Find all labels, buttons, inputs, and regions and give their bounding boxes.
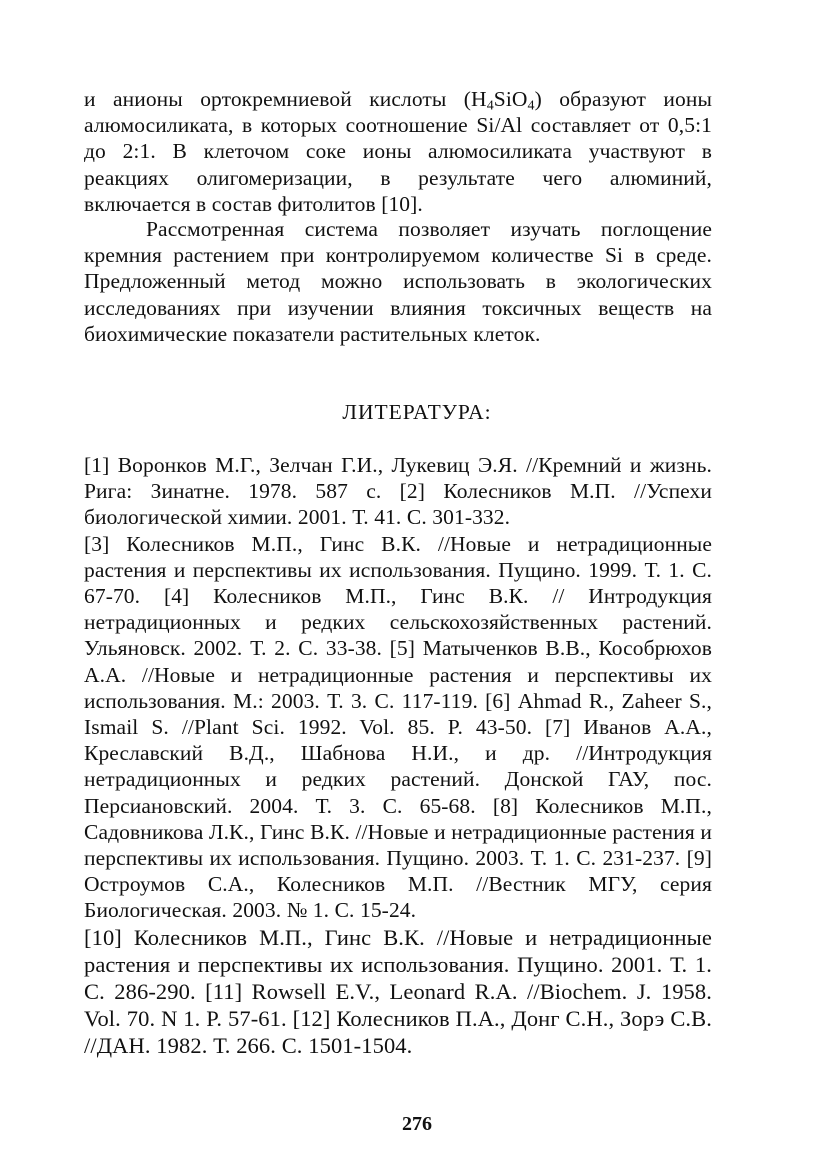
paragraph-1-text-end: ) образуют ионы алюмосиликата, в которых соотношение Si/Al составляет от 0,5:1 до 2:1. В клеточом соке ионы алюмосиликата участвуют в реакциях олигомеризации, в результате чего алюминий, включается в состав фитолитов [10].: [84, 87, 712, 216]
paragraph-1-text-start: и анионы ортокремниевой кислоты (H: [84, 87, 487, 111]
formula-subscript-o: 4: [527, 98, 535, 114]
reference-block-2: [3] Колесников М.П., Гинс В.К. //Новые и нетрадиционные растения и перспективы их использования. Пущино. 1999. Т. 1. С. 67-70. [4] Колесников М.П., Гинс В.К. // Интродукция нетрадиционных и редких сельскохозяйственных растений. Ульяновск. 2002. Т. 2. С. 33-38. [5] Матыченков В.В., Кособрюхов А.А. //Новые и нетрадиционные растения и перспективы их использования. М.: 2003. Т. 3. С. 117-119. [6] Ahmad R., Zaheer S., Ismail S. //Plant Sci. 1992. Vol. 85. P. 43-50. [7] Иванов А.А., Креславский В.Д., Шабнова Н.И., и др. //Интродукция нетрадиционных и редких растений. Донской ГАУ, пос. Персиановский. 2004. Т. 3. С. 65-68. [8] Колесников М.П., Садовникова Л.К., Гинс В.К. //Новые и нетрадиционные растения и перспективы их использования. Пущино. 2003. Т. 1. С. 231-237. [9] Остроумов С.А., Колесников М.П. //Вестник МГУ, серия Биологическая. 2003. № 1. С. 15-24.: [84, 531, 712, 923]
paragraph-1: [84, 86, 712, 217]
formula-sio: SiO: [493, 87, 528, 111]
reference-block-3: [10] Колесников М.П., Гинс В.К. //Новые и нетрадиционные растения и перспективы их использования. Пущино. 2001. Т. 1. С. 286-290. [11] Rowsell E.V., Leonard R.A. //Biochem. J. 1958. Vol. 70. N 1. P. 57-61. [12] Колесников П.А., Донг С.Н., Зорэ С.В. //ДАН. 1982. Т. 266. С. 1501-1504.: [84, 924, 712, 1058]
references-heading: ЛИТЕРАТУРА:: [342, 400, 492, 424]
paragraph-2: Рассмотренная система позволяет изучать поглощение кремния растением при контролируемом количестве Si в среде. Предложенный метод можно использовать в экологических исследованиях при изучении влияния токсичных веществ на биохимические показатели растительных клеток.: [84, 217, 712, 346]
reference-block-1: [1] Воронков М.Г., Зелчан Г.И., Лукевиц Э.Я. //Кремний и жизнь. Рига: Зинатне. 1978. 587 с. [2] Колесников М.П. //Успехи биологической химии. 2001. Т. 41. С. 301-332.: [84, 453, 712, 530]
formula-subscript-h: 4: [486, 98, 494, 114]
page-number: 276: [402, 1113, 432, 1135]
references-list: [84, 452, 712, 1059]
